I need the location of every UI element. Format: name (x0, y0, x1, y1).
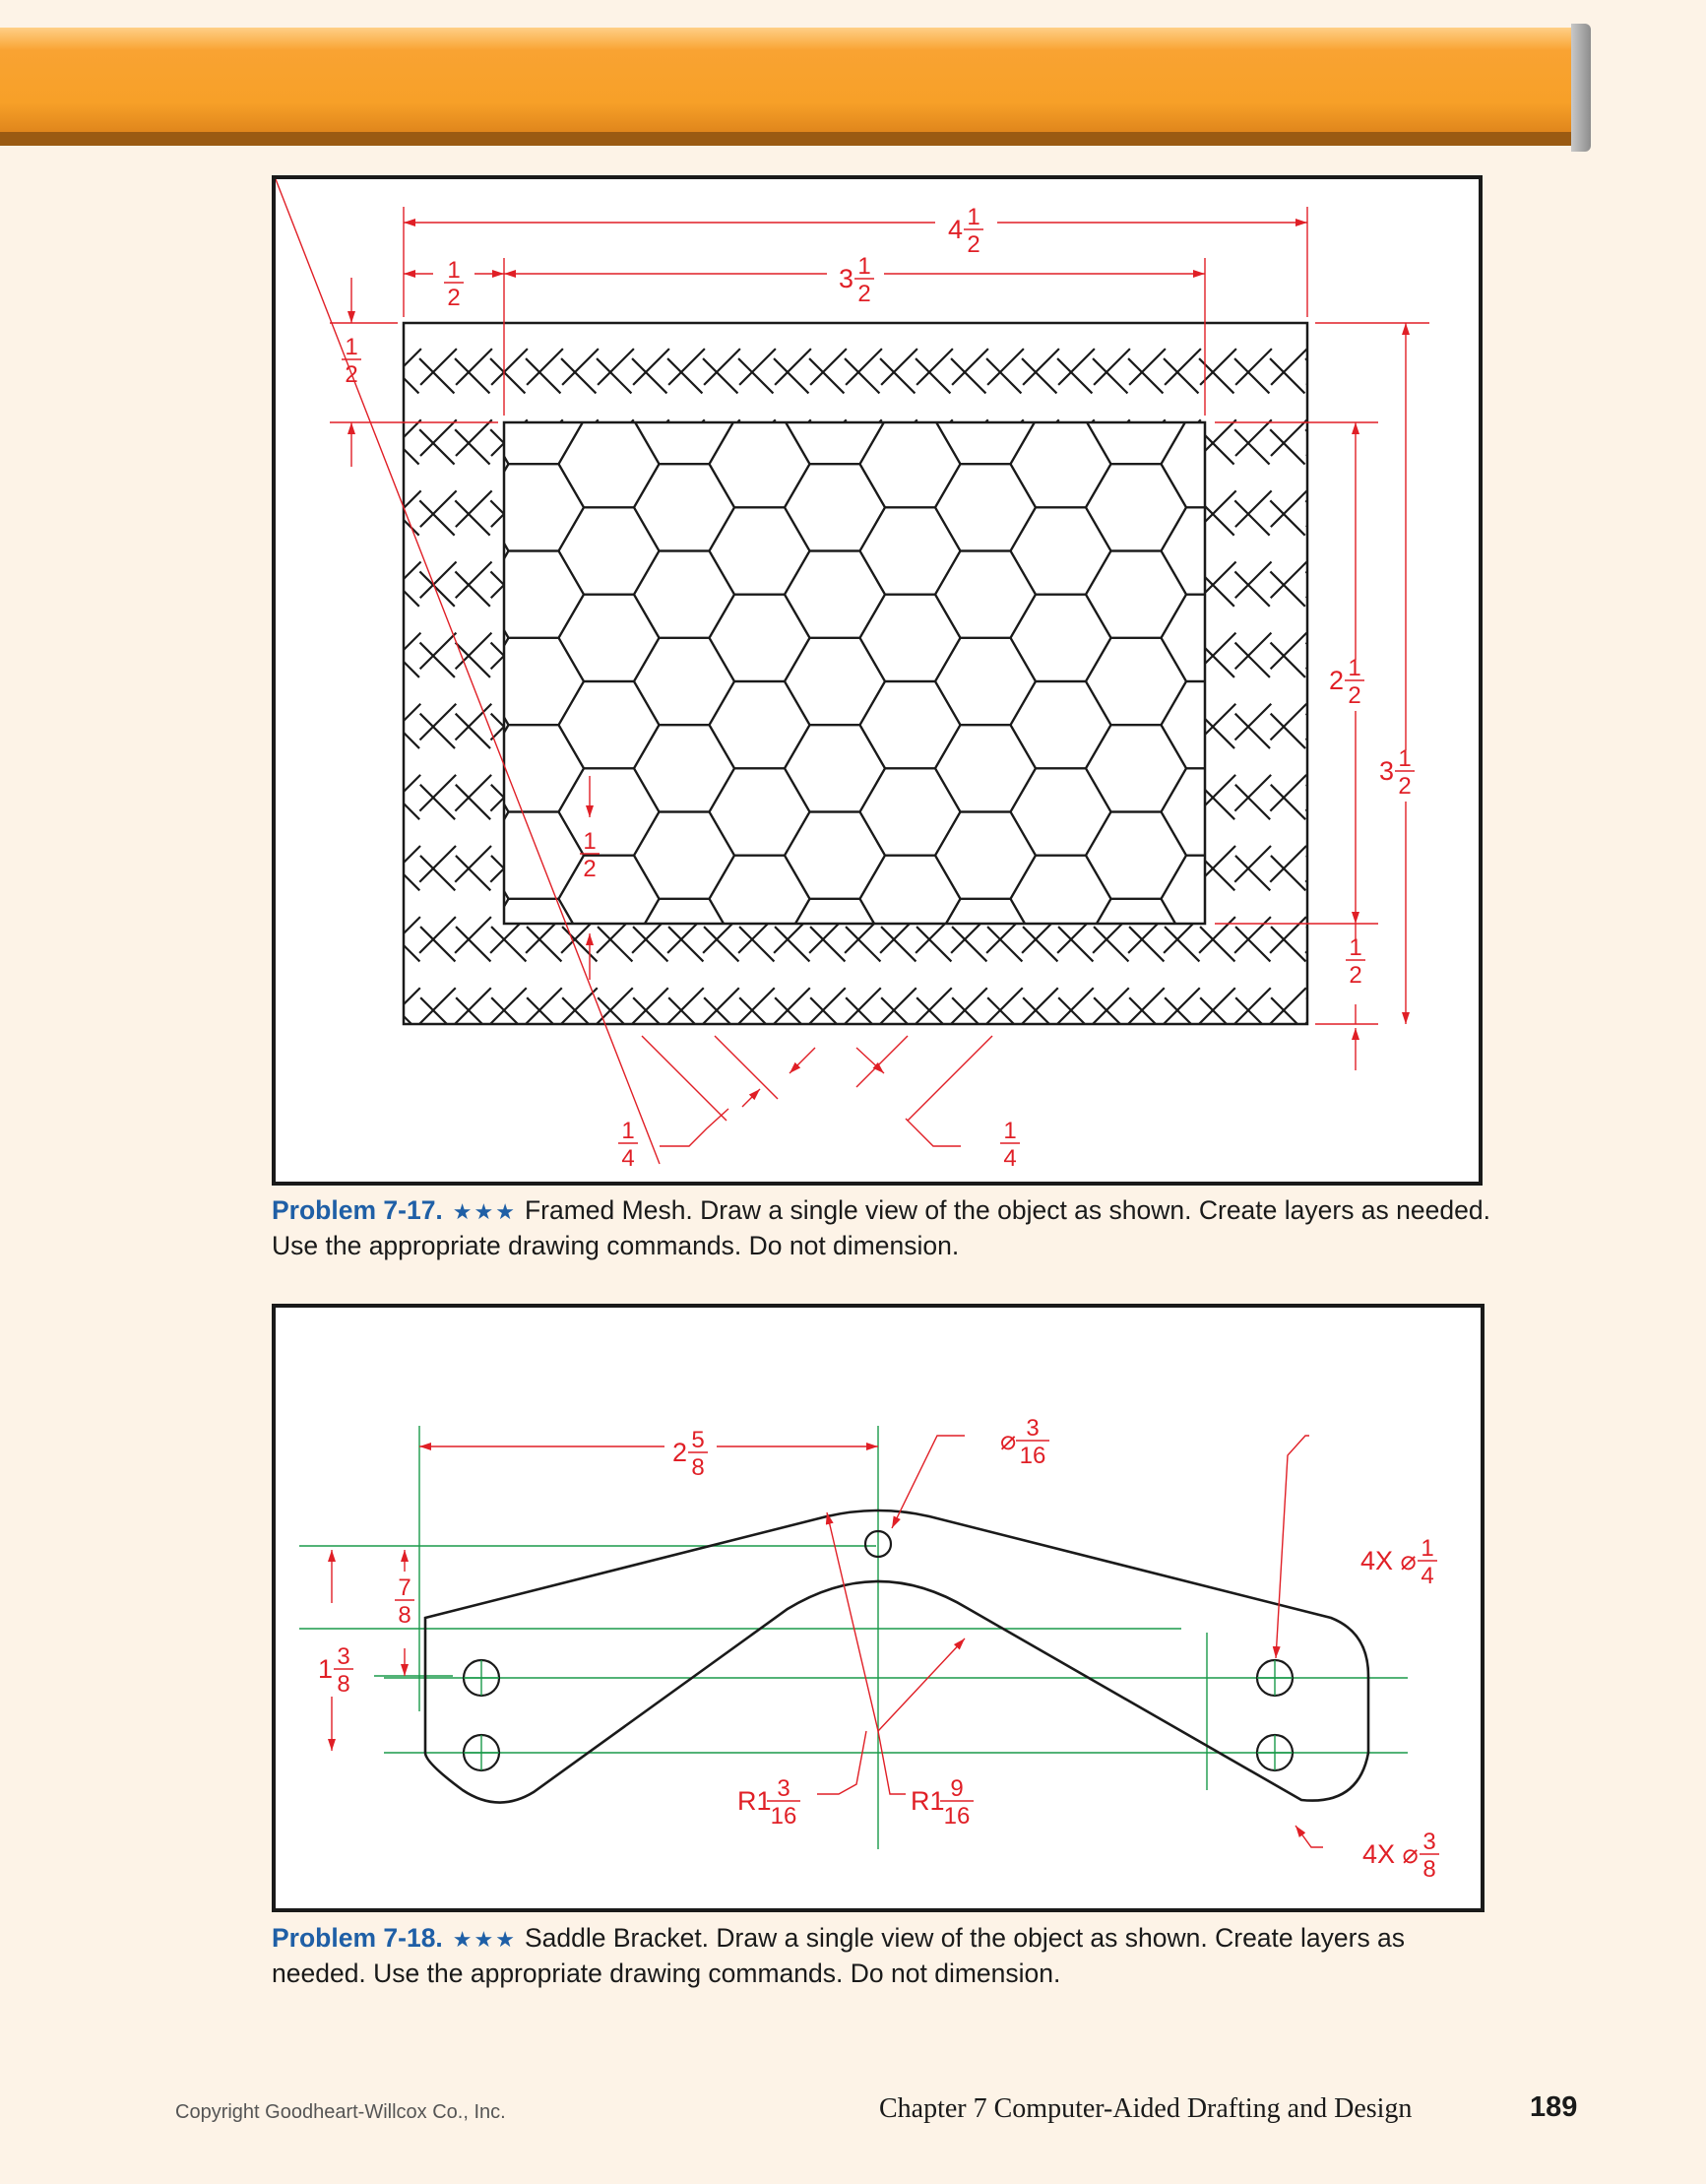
svg-text:1: 1 (1348, 655, 1361, 681)
hexagon-cell (559, 768, 660, 855)
hexagon-cell (785, 551, 885, 638)
hexagon-cell (710, 768, 810, 855)
framed-mesh-figure (272, 175, 1483, 1186)
weave-strip (276, 323, 376, 1024)
weave-strip (1164, 323, 1479, 1024)
saddle-bracket-drawing (276, 1308, 1481, 1908)
svg-text:1: 1 (1003, 1118, 1017, 1144)
svg-text:2: 2 (672, 1438, 688, 1467)
hexagon-cell (559, 334, 660, 420)
hexagon-cell (1011, 942, 1111, 1029)
hexagon-cell (1086, 725, 1186, 811)
dim-corner-dia (1362, 1829, 1439, 1883)
weave-strip (880, 323, 1479, 1024)
svg-text:2: 2 (1329, 666, 1345, 695)
hexagon-cell (1086, 986, 1186, 1072)
hexagon-cell (860, 856, 961, 942)
weave-strip (1412, 323, 1479, 1024)
svg-text:4: 4 (1421, 1563, 1434, 1589)
dim-outer-radius (911, 1775, 974, 1830)
svg-text:R1: R1 (737, 1786, 772, 1816)
hexagon-cell (860, 507, 961, 594)
weave-strip (276, 323, 411, 1024)
weave-strip (276, 323, 447, 1024)
svg-text:1: 1 (621, 1118, 635, 1144)
svg-text:1: 1 (345, 334, 358, 360)
hexagon-cell (785, 899, 885, 986)
dim-strip-right (1000, 1118, 1020, 1172)
svg-text:8: 8 (1422, 1856, 1436, 1883)
hexagon-cell (1086, 812, 1186, 899)
hexagon-cell (1011, 595, 1111, 681)
svg-text:1: 1 (447, 257, 461, 284)
weave-strip (1341, 323, 1479, 1024)
svg-text:3: 3 (1026, 1415, 1040, 1442)
hexagon-cell (483, 290, 584, 377)
chapter-banner (0, 28, 1591, 152)
problem-7-18-caption (272, 1921, 1492, 1990)
hexagon-cell (559, 420, 660, 507)
weave-strip (276, 323, 411, 1024)
svg-text:R1: R1 (911, 1786, 945, 1816)
weave-strip (276, 323, 305, 1024)
svg-text:16: 16 (1019, 1443, 1046, 1469)
basket-weave-frame (276, 323, 1479, 1024)
hexagon-cell (935, 899, 1036, 986)
svg-text:4X ⌀: 4X ⌀ (1362, 1839, 1419, 1869)
problem-7-17-caption (272, 1193, 1492, 1262)
svg-text:1: 1 (857, 253, 871, 280)
hexagon-cell (1086, 377, 1186, 464)
hexagon-cell (634, 377, 734, 464)
problem-7-18-number: Problem 7-18. (272, 1923, 443, 1953)
hexagon-cell (860, 681, 961, 768)
svg-text:8: 8 (691, 1454, 705, 1481)
dim-inner-width (839, 253, 874, 307)
problem-7-17-text: Framed Mesh. Draw a single view of the object as shown. Create layers as needed. Use the appropriate drawing commands. Do not dimension. (272, 1195, 1490, 1260)
weave-strip (880, 323, 1479, 1024)
hexagon-cell (559, 942, 660, 1029)
saddle-bracket-figure (272, 1304, 1485, 1912)
svg-text:3: 3 (337, 1643, 350, 1670)
hexagon-cell (710, 334, 810, 420)
svg-text:16: 16 (770, 1803, 797, 1830)
hexagon-cell (935, 638, 1036, 725)
svg-text:2: 2 (345, 361, 358, 388)
hexagon-cell (483, 812, 584, 899)
weave-strip (276, 323, 589, 1024)
svg-text:1: 1 (1349, 934, 1362, 961)
svg-text:3: 3 (777, 1775, 790, 1802)
weave-strip (276, 323, 518, 1024)
hexagon-cell (483, 725, 584, 811)
weave-strip (276, 323, 660, 1024)
hexagon-cell (409, 1029, 509, 1116)
svg-text:8: 8 (337, 1671, 350, 1698)
svg-text:16: 16 (943, 1803, 971, 1830)
weave-strip (1376, 323, 1479, 1024)
svg-text:4X ⌀: 4X ⌀ (1360, 1546, 1417, 1575)
hexagon-cell (409, 681, 509, 768)
inner-mesh-outline (504, 422, 1205, 924)
banner-face (0, 28, 1575, 132)
svg-text:1: 1 (1398, 745, 1412, 772)
hexagon-cell (483, 986, 584, 1072)
svg-text:2: 2 (583, 856, 597, 882)
svg-text:3: 3 (839, 264, 854, 293)
hexagon-cell (710, 681, 810, 768)
hexagon-cell (710, 420, 810, 507)
dim-small-holes (1360, 1535, 1437, 1589)
chapter-title: Chapter 7 Computer-Aided Drafting and Design (879, 2093, 1413, 2124)
svg-text:9: 9 (950, 1775, 964, 1802)
svg-text:3: 3 (1422, 1829, 1436, 1855)
hexagon-cell (634, 290, 734, 377)
hexagon-cell (634, 464, 734, 550)
hexagon-cell (710, 1029, 810, 1116)
hexagon-cell (1162, 420, 1262, 507)
banner-bottom-edge (0, 132, 1581, 146)
problem-7-18-text: Saddle Bracket. Draw a single view of the object as shown. Create layers as needed. Use the appropriate drawing commands. Do not dimension. (272, 1923, 1406, 1988)
weave-strip (1093, 323, 1479, 1024)
svg-text:2: 2 (1398, 773, 1412, 800)
hexagon-cell (1086, 290, 1186, 377)
svg-text:4: 4 (1003, 1145, 1017, 1172)
hexagon-cell (634, 551, 734, 638)
dim-height-total (318, 1643, 353, 1698)
weave-strip (276, 323, 801, 1024)
svg-text:2: 2 (1348, 682, 1361, 709)
hexagon-cell (634, 812, 734, 899)
weave-strip (276, 323, 872, 1024)
hexagon-cell (1011, 507, 1111, 594)
hexagon-cell (1011, 1029, 1111, 1116)
hexagon-cell (1086, 551, 1186, 638)
weave-strip (276, 323, 660, 1024)
hexagon-cell (860, 334, 961, 420)
hexagon-cell (1162, 507, 1262, 594)
weave-strip (276, 323, 341, 1024)
bracket-outline (425, 1510, 1368, 1803)
weave-strip (1447, 323, 1479, 1024)
hexagon-cell (1162, 942, 1262, 1029)
hexagon-cell (710, 856, 810, 942)
hexagon-cell (935, 725, 1036, 811)
weave-strip (276, 323, 376, 1024)
weave-strip (276, 323, 589, 1024)
hexagon-cell (409, 507, 509, 594)
hexagon-mesh (409, 290, 1262, 1117)
weave-strip (1376, 323, 1479, 1024)
dim-center-hole (1000, 1415, 1049, 1469)
hexagon-cell (1162, 768, 1262, 855)
difficulty-stars: ★★★ (452, 1199, 517, 1224)
hexagon-cell (634, 638, 734, 725)
hexagon-cell (409, 334, 509, 420)
dim-frame-bottom (1346, 934, 1365, 989)
svg-text:1: 1 (967, 204, 980, 230)
hexagon-cell (935, 290, 1036, 377)
dim-inner-radius (737, 1775, 800, 1830)
problem-7-17-number: Problem 7-17. (272, 1195, 443, 1225)
framed-mesh-drawing (276, 179, 1479, 1182)
hexagon-cell (860, 1029, 961, 1116)
svg-text:4: 4 (948, 215, 964, 244)
hexagon-cell (1162, 1029, 1262, 1116)
hexagon-cell (1086, 899, 1186, 986)
weave-strip (276, 323, 305, 1024)
hexagon-cell (785, 464, 885, 550)
hexagon-cell (710, 595, 810, 681)
svg-text:7: 7 (398, 1574, 411, 1601)
svg-text:5: 5 (691, 1427, 705, 1453)
hexagon-cell (409, 768, 509, 855)
hexagon-cell (559, 595, 660, 681)
weave-strip (276, 323, 872, 1024)
hexagon-cell (935, 812, 1036, 899)
weave-strip (276, 323, 801, 1024)
bracket-dimension-lines (332, 1436, 1323, 1847)
hexagon-cell (483, 899, 584, 986)
svg-text:1: 1 (1421, 1535, 1434, 1562)
weave-strip (1412, 323, 1479, 1024)
svg-text:2: 2 (447, 285, 461, 311)
dim-height-upper (395, 1574, 414, 1629)
svg-text:8: 8 (398, 1602, 411, 1629)
hexagon-cell (935, 986, 1036, 1072)
hexagon-cell (935, 464, 1036, 550)
weave-strip (1093, 323, 1479, 1024)
weave-strip (276, 323, 341, 1024)
hexagon-cell (785, 377, 885, 464)
svg-text:4: 4 (621, 1145, 635, 1172)
hexagon-cell (634, 986, 734, 1072)
hexagon-cell (409, 595, 509, 681)
dimension-labels (342, 204, 1415, 1172)
dim-strip-left (618, 1118, 638, 1172)
copyright-notice: Copyright Goodheart-Willcox Co., Inc. (175, 2101, 506, 2123)
hexagon-cell (1011, 334, 1111, 420)
hexagon-cell (409, 942, 509, 1029)
dim-hole-offset (672, 1427, 708, 1481)
hexagon-cell (785, 638, 885, 725)
hexagon-cell (483, 377, 584, 464)
svg-text:1: 1 (318, 1654, 334, 1684)
svg-text:2: 2 (1349, 962, 1362, 989)
weave-strip (276, 323, 518, 1024)
hexagon-cell (1162, 595, 1262, 681)
difficulty-stars: ★★★ (452, 1927, 517, 1952)
dim-frame-top (342, 334, 361, 388)
hexagon-cell (860, 420, 961, 507)
hexagon-cell (559, 1029, 660, 1116)
banner-side-edge (1571, 24, 1591, 152)
hexagon-cell (1162, 334, 1262, 420)
weave-strip (1164, 323, 1479, 1024)
weave-strip (1447, 323, 1479, 1024)
svg-text:3: 3 (1379, 756, 1395, 786)
hexagon-cell (935, 377, 1036, 464)
page-number: 189 (1530, 2091, 1578, 2123)
dim-frame-left (444, 257, 464, 311)
weave-strip (276, 323, 447, 1024)
hexagon-cell (1011, 681, 1111, 768)
dim-overall-height (1379, 745, 1415, 800)
hexagon-cell (559, 507, 660, 594)
svg-text:2: 2 (857, 281, 871, 307)
svg-text:1: 1 (583, 828, 597, 855)
svg-text:2: 2 (967, 231, 980, 258)
dim-overall-width (948, 204, 983, 258)
svg-text:⌀: ⌀ (1000, 1426, 1017, 1455)
hexagon-cell (483, 551, 584, 638)
weave-strip (1341, 323, 1479, 1024)
hexagon-cell (1011, 768, 1111, 855)
dim-inner-height (1329, 655, 1364, 709)
